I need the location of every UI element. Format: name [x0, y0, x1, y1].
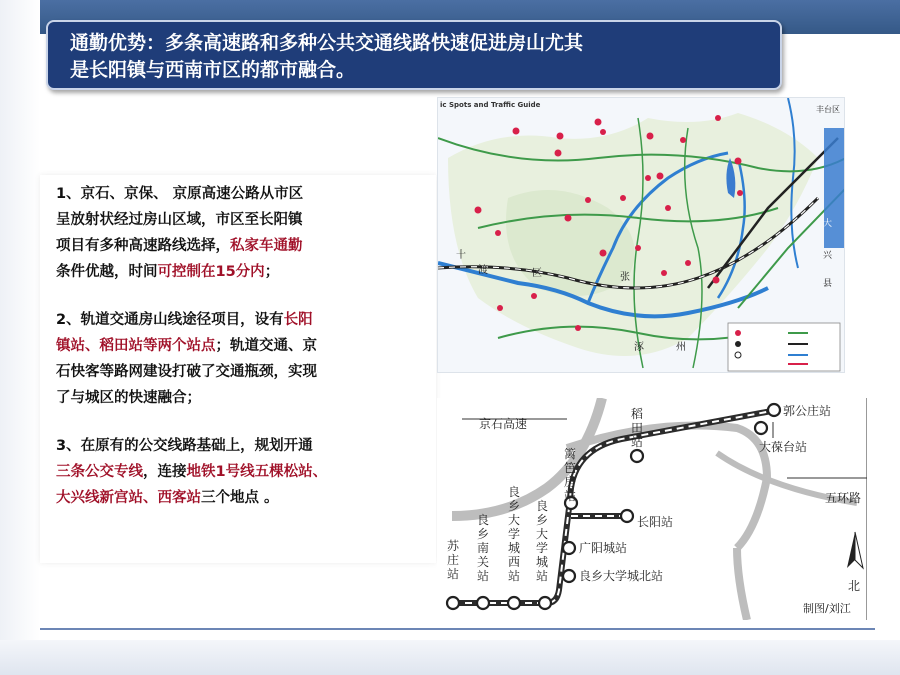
map-legend [728, 323, 840, 371]
north-label: 北 [848, 579, 861, 593]
station-label-changyang: 长阳站 [637, 515, 674, 529]
text-segment: 3、在原有的公交线路基础上，规划开通 [56, 438, 313, 454]
text-segment: ；轨道交通、京 [215, 338, 317, 354]
text-segment: 条件优越，时间 [56, 264, 158, 280]
map-label: 州 [676, 342, 686, 353]
map-label: 县 [823, 279, 833, 289]
footer-band [0, 640, 900, 675]
station-label-daxuecheng-north: 良乡大学城北站 [579, 569, 664, 583]
paragraph-highways [56, 181, 426, 285]
ring-road-label: 五环路 [825, 491, 862, 505]
station-label-dabaotai: 大葆台站 [759, 440, 808, 454]
station-label-liangxiang-nanguan: 良乡南关站 [477, 513, 490, 583]
map-label: 渡 [478, 265, 488, 276]
subway-map-svg [437, 398, 867, 620]
map-label: 区 [532, 268, 542, 279]
station-label-daxuecheng-west: 良乡大学城西站 [508, 485, 521, 583]
content-panel [40, 175, 436, 563]
title-line-1: 通勤优势：多条高速路和多种公共交通线路快速促进房山尤其 [70, 32, 584, 54]
highlight-text: 可控制在15分内 [157, 264, 265, 280]
map-header: ic Spots and Traffic Guide [440, 101, 541, 109]
station-label-daxuecheng: 良乡大学城站 [536, 499, 549, 583]
map-label: 兴 [823, 251, 833, 261]
highlight-text: 镇站、稻田站等两个站点 [56, 338, 216, 354]
text-segment: 项目有多种高速路线选择， [56, 238, 230, 254]
highlight-text: 三条公交专线 [56, 464, 143, 480]
station-label-guogongzhuang: 郭公庄站 [783, 404, 832, 418]
text-segment: 2、轨道交通房山线途径项目，设有 [56, 312, 284, 328]
map-label: 大 [823, 219, 833, 229]
text-segment: 石快客等路网建设打破了交通瓶颈，实现 [56, 364, 317, 380]
text-segment: ，连接 [143, 464, 187, 480]
station-label-guangyangcheng: 广阳城站 [579, 541, 628, 555]
station-label-libafang: 篱笆房站 [564, 447, 577, 503]
subway-line-map [437, 398, 867, 620]
map-credit: 制图/刘江 [803, 602, 851, 615]
text-segment: ； [264, 264, 280, 280]
map-label: 涿 [634, 342, 644, 353]
title-line-2: 是长阳镇与西南市区的都市融合。 [70, 59, 356, 81]
text-segment: 呈放射状经过房山区域，市区至长阳镇 [56, 212, 303, 228]
station-label-daotian: 稻田站 [631, 407, 644, 449]
paragraph-rail [56, 307, 426, 411]
text-segment: 了与城区的快速融合； [56, 390, 201, 406]
regional-traffic-map [437, 97, 845, 373]
text-segment: 1、京石、京保、 京原高速公路从市区 [56, 186, 304, 202]
paragraph-bus [56, 433, 426, 511]
map-label: 十 [456, 250, 466, 261]
map-label: 丰台区 [816, 105, 840, 114]
map-label: 张 [620, 272, 630, 283]
regional-map-svg [438, 98, 845, 373]
bottom-divider [40, 628, 875, 630]
left-margin-strip [0, 0, 40, 675]
highlight-text: 私家车通勤 [230, 238, 303, 254]
text-segment: 三个地点 。 [201, 490, 279, 506]
station-label-suzhuang: 苏庄站 [447, 539, 460, 581]
highlight-text: 大兴线新宫站、西客站 [56, 490, 201, 506]
title-box [46, 20, 782, 90]
road-label: 京石高速 [479, 417, 528, 431]
highlight-text: 长阳 [283, 312, 313, 328]
highlight-text: 地铁1号线五棵松站、 [186, 464, 328, 480]
